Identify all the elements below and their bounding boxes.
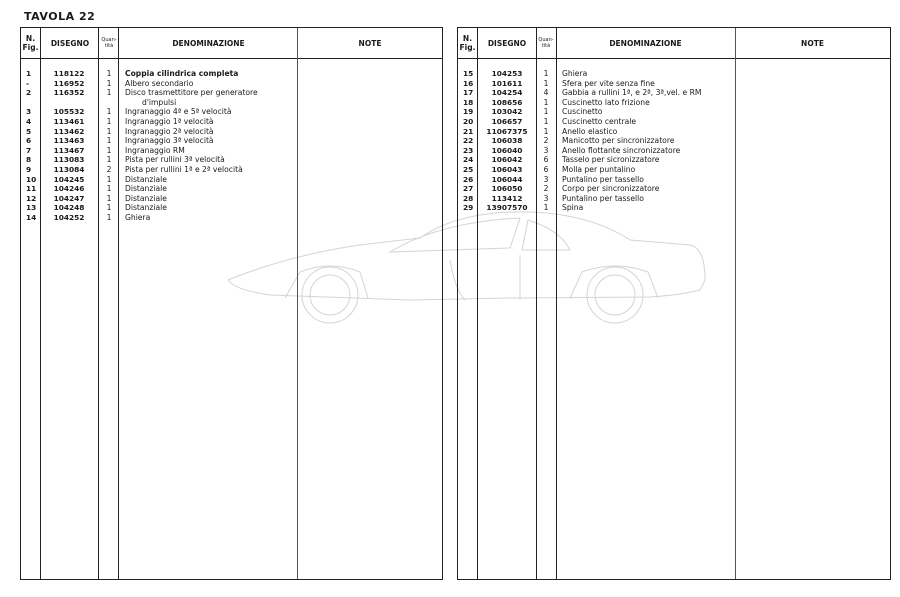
description: Puntalino per tassello — [562, 193, 644, 203]
description: Distanziale — [125, 184, 167, 194]
quantity: 3 — [543, 193, 549, 203]
part-number: 105532 — [53, 107, 85, 117]
part-number: 104245 — [53, 174, 85, 184]
description: Distanziale — [125, 203, 167, 213]
table-row — [21, 175, 442, 185]
part-number: 106657 — [491, 116, 523, 126]
part-number: 106050 — [491, 184, 523, 194]
description: Ingranaggio 2ª velocità — [125, 126, 214, 136]
fig-number: 18 — [463, 97, 474, 107]
table-row — [458, 98, 890, 108]
description: Cuscinetto centrale — [562, 116, 637, 126]
quantity: 1 — [106, 107, 112, 117]
page-title: TAVOLA 22 — [24, 10, 96, 23]
quantity: 1 — [543, 78, 549, 88]
quantity: 1 — [543, 97, 549, 107]
table-row — [21, 127, 442, 137]
fig-number: 4 — [26, 116, 32, 126]
part-number: 113412 — [491, 193, 523, 203]
table-row — [458, 136, 890, 146]
description: Manicotto per sincronizzatore — [562, 136, 675, 146]
part-number: 116952 — [53, 78, 85, 88]
parts-table-left — [20, 27, 443, 580]
table-header — [21, 28, 442, 59]
description: Ingranaggio 3ª velocità — [125, 136, 214, 146]
header-denominazione: DENOMINAZIONE — [609, 38, 682, 48]
table-row — [458, 146, 890, 156]
fig-number: 3 — [26, 107, 32, 117]
description: Anello elastico — [562, 126, 618, 136]
table-row — [458, 79, 890, 89]
description: Ghiera — [125, 212, 151, 222]
quantity: 1 — [543, 126, 549, 136]
table-row — [21, 213, 442, 223]
quantity: 1 — [106, 126, 112, 136]
table-row — [21, 194, 442, 204]
part-number: 101611 — [491, 78, 523, 88]
quantity: 6 — [543, 164, 549, 174]
part-number: 11067375 — [486, 126, 528, 136]
fig-number: 23 — [463, 145, 474, 155]
table-row — [458, 117, 890, 127]
quantity: 6 — [543, 155, 549, 165]
fig-number: 2 — [26, 88, 32, 98]
fig-number: 8 — [26, 155, 32, 165]
table-header — [458, 28, 890, 59]
part-number: 116352 — [53, 88, 85, 98]
part-number: 106043 — [491, 164, 523, 174]
part-number: 104253 — [491, 69, 523, 78]
table-row — [458, 88, 890, 98]
header-quantita: Quan- tità — [101, 37, 117, 49]
part-number: 118122 — [53, 69, 85, 78]
table-row — [458, 155, 890, 165]
fig-number: 25 — [463, 164, 474, 174]
table-body — [458, 69, 890, 213]
quantity: 1 — [106, 69, 112, 78]
description: Disco trasmettitore per generatore — [125, 88, 258, 98]
part-number: 106044 — [491, 174, 523, 184]
table-row — [458, 175, 890, 185]
part-number: 104248 — [53, 203, 85, 213]
quantity: 2 — [543, 136, 549, 146]
table-row — [458, 194, 890, 204]
table-row — [21, 165, 442, 175]
quantity: 1 — [543, 203, 549, 213]
description: Cuscinetto lato frizione — [562, 97, 650, 107]
quantity: 3 — [543, 174, 549, 184]
description: Distanziale — [125, 193, 167, 203]
fig-number: 9 — [26, 164, 32, 174]
part-number: 113083 — [53, 155, 85, 165]
part-number: 104252 — [53, 212, 85, 222]
table-row — [21, 146, 442, 156]
fig-number: 17 — [463, 88, 474, 98]
fig-number: 12 — [26, 193, 37, 203]
table-row — [21, 155, 442, 165]
table-row — [21, 203, 442, 213]
description: Ingranaggio RM — [125, 145, 185, 155]
fig-number: 13 — [26, 203, 37, 213]
part-number: 104247 — [53, 193, 85, 203]
fig-number: 21 — [463, 126, 474, 136]
description: Puntalino per tassello — [562, 174, 644, 184]
fig-number: 20 — [463, 116, 474, 126]
table-body — [21, 69, 442, 223]
fig-number: 11 — [26, 184, 37, 194]
fig-number: 7 — [26, 145, 32, 155]
header-quantita: Quan- tità — [538, 37, 554, 49]
quantity: 1 — [106, 212, 112, 222]
header-n-fig: N. Fig. — [22, 34, 39, 52]
table-row — [458, 127, 890, 137]
table-row — [458, 184, 890, 194]
quantity: 1 — [106, 174, 112, 184]
fig-number: 28 — [463, 193, 474, 203]
part-number: 13907570 — [486, 203, 528, 213]
quantity: 2 — [106, 164, 112, 174]
description: Anello flottante sincronizzatore — [562, 145, 681, 155]
description: Cuscinetto — [562, 107, 603, 117]
fig-number: 6 — [26, 136, 32, 146]
quantity: 1 — [106, 116, 112, 126]
quantity: 3 — [543, 145, 549, 155]
fig-number: 14 — [26, 212, 37, 222]
fig-number: 26 — [463, 174, 474, 184]
fig-number: 16 — [463, 78, 474, 88]
description: Spina — [562, 203, 584, 213]
description: Sfera per vite senza fine — [562, 78, 655, 88]
fig-number: 15 — [463, 69, 474, 78]
table-row — [21, 117, 442, 127]
part-number: 103042 — [491, 107, 523, 117]
table-row — [21, 107, 442, 117]
header-denominazione: DENOMINAZIONE — [172, 38, 245, 48]
description: Pista per rullini 1ª e 2ª velocità — [125, 164, 243, 174]
fig-number: 1 — [26, 69, 32, 78]
fig-number: 22 — [463, 136, 474, 146]
quantity: 1 — [106, 78, 112, 88]
description: Gabbia a rullini 1ª, e 2ª, 3ª,vel. e RM — [562, 88, 702, 98]
part-number: 108656 — [491, 97, 523, 107]
part-number: 104254 — [491, 88, 523, 98]
table-row — [458, 69, 890, 79]
header-note: NOTE — [801, 38, 824, 48]
quantity: 1 — [106, 88, 112, 98]
table-row — [458, 165, 890, 175]
quantity: 1 — [106, 203, 112, 213]
part-number: 106038 — [491, 136, 523, 146]
fig-number: 10 — [26, 174, 37, 184]
quantity: 1 — [106, 136, 112, 146]
part-number: 113467 — [53, 145, 85, 155]
part-number: 104246 — [53, 184, 85, 194]
table-row — [21, 184, 442, 194]
table-row — [21, 88, 442, 98]
quantity: 1 — [543, 116, 549, 126]
table-row — [21, 69, 442, 79]
fig-number: 19 — [463, 107, 474, 117]
description: Distanziale — [125, 174, 167, 184]
fig-number: 5 — [26, 126, 32, 136]
description: Pista per rullini 3ª velocità — [125, 155, 225, 165]
parts-table-right — [457, 27, 891, 580]
header-disegno: DISEGNO — [50, 38, 90, 48]
quantity: 1 — [543, 69, 549, 78]
part-number: 113462 — [53, 126, 85, 136]
description: Ingranaggio 1ª velocità — [125, 116, 214, 126]
fig-number: 24 — [463, 155, 474, 165]
quantity: 2 — [543, 184, 549, 194]
fig-number: 29 — [463, 203, 474, 213]
table-row — [21, 136, 442, 146]
part-number: 106040 — [491, 145, 523, 155]
quantity: 1 — [543, 107, 549, 117]
fig-number: 27 — [463, 184, 474, 194]
header-note: NOTE — [358, 38, 382, 48]
part-number: 113084 — [53, 164, 85, 174]
description: Ingranaggio 4ª e 5ª velocità — [125, 107, 232, 117]
part-number: 106042 — [491, 155, 523, 165]
quantity: 4 — [543, 88, 549, 98]
quantity: 1 — [106, 155, 112, 165]
quantity: 1 — [106, 193, 112, 203]
description: Molla per puntalino — [562, 164, 636, 174]
table-row — [458, 203, 890, 213]
table-row — [458, 107, 890, 117]
quantity: 1 — [106, 184, 112, 194]
header-n-fig: N. Fig. — [459, 34, 476, 52]
description: Corpo per sincronizzatore — [562, 184, 660, 194]
part-number: 113461 — [53, 116, 85, 126]
description: Ghiera — [562, 69, 588, 78]
header-disegno: DISEGNO — [487, 38, 527, 48]
quantity: 1 — [106, 145, 112, 155]
table-row — [21, 98, 442, 108]
description: Albero secondario — [125, 78, 194, 88]
table-row — [21, 79, 442, 89]
description: Coppia cilindrica completa — [125, 69, 239, 78]
part-number: 113463 — [53, 136, 85, 146]
fig-number: - — [26, 78, 30, 88]
description: Tasselo per sicronizzatore — [562, 155, 660, 165]
description: d'impulsi — [142, 97, 177, 107]
